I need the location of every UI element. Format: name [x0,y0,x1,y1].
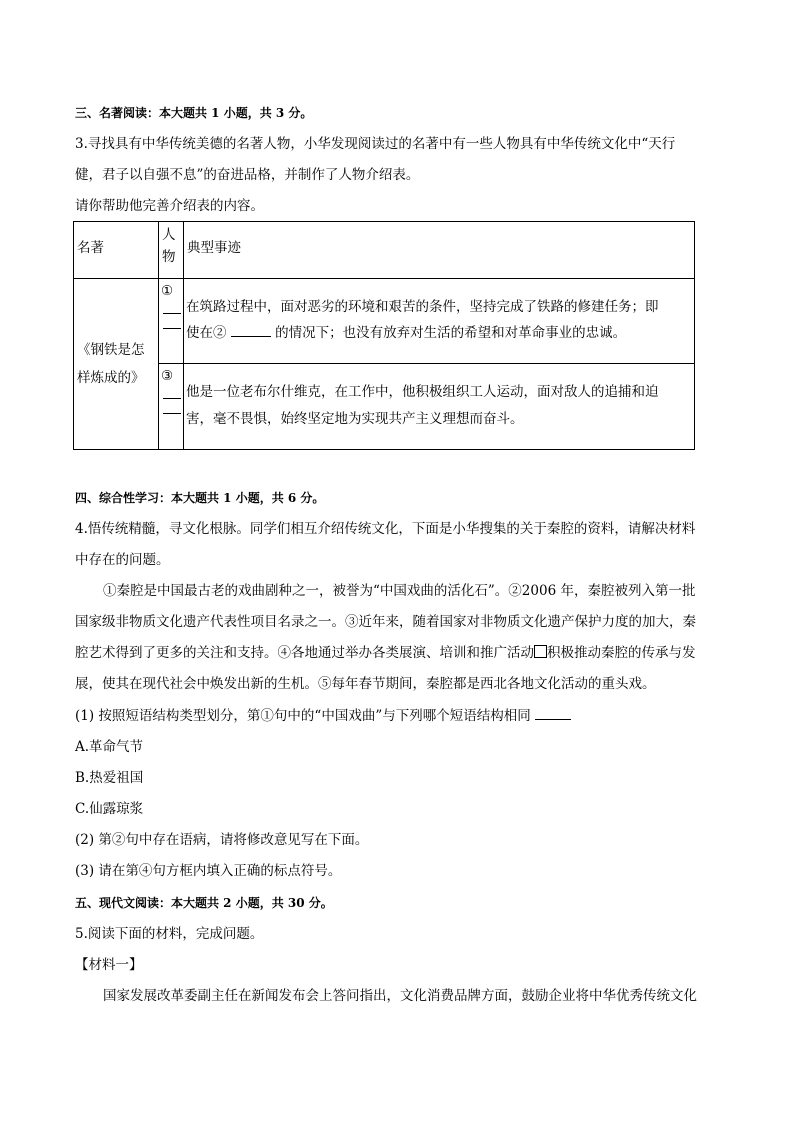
table-header-row [74,222,695,279]
material-label: 【材料一】 [75,957,143,973]
deeds-cell-2 [184,364,694,433]
sub-question-1 [75,707,571,725]
section3-heading: 三、名著阅读：本大题共 1 小题，共 3 分。 [75,106,313,120]
blank-underline [163,399,181,414]
table-row [74,279,695,364]
q5-line: 5.阅读下面的材料，完成问题。 [75,926,264,942]
blank-underline [163,299,181,314]
blank-underline [163,314,181,329]
option-a[interactable]: A.革命气节 [75,739,144,755]
header-character: 人物 [162,227,176,265]
deeds-2-line2: 害，毫不畏惧，始终坚定地为实现共产主义理想而奋斗。 [186,411,524,427]
material-p4: 展，使其在现代社会中焕发出新的生机。⑤每年春节期间，秦腔都是西北各地文化活动的重头戏。 [75,676,656,692]
table-row [74,364,695,450]
q3-line1: 3.寻找具有中华传统美德的名著人物，小华发现阅读过的名著中有一些人物具有中华传统文化中“天行 [75,136,676,152]
section5-heading: 五、现代文阅读：本大题共 2 小题，共 30 分。 [75,896,333,910]
blank-marker-1: ① [161,283,174,299]
sub-question-3: (3) 请在第④句方框内填入正确的标点符号。 [75,863,342,879]
character-blank-1[interactable] [159,279,183,329]
sub-question-2: (2) 第②句中存在语病，请将修改意见写在下面。 [75,832,369,848]
character-intro-table [73,221,695,450]
material-p1: ①秦腔是中国最古老的戏曲剧种之一，被誉为“中国戏曲的活化石”。②2006 年，秦腔被列入第一批 [103,583,696,599]
option-b[interactable]: B.热爱祖国 [75,770,144,786]
material-p3-a: 腔艺术得到了更多的关注和支持。④各地通过举办各类展演、培训和推广活动 [75,645,534,661]
deeds-1-line2-a: 使在② [186,325,227,341]
material1-text: 国家发展改革委副主任在新闻发布会上答问指出，文化消费品牌方面，鼓励企业将中华优秀传统文化 [103,988,697,1004]
character-blank-3[interactable] [159,364,183,414]
answer-blank-sub1[interactable] [535,707,571,720]
blank-marker-3: ③ [161,368,174,384]
deeds-1-line1: 在筑路过程中，面对恶劣的环境和艰苦的条件，坚持完成了铁路的修建任务；即 [186,299,659,315]
material-p3-b: 积极推动秦腔的传承与发 [547,645,696,661]
book-title [74,336,158,392]
q4-line1: 4.悟传统精髓，寻文化根脉。同学们相互介绍传统文化，下面是小华搜集的关于秦腔的资料，请解决材料 [75,521,696,537]
deeds-1-line2 [186,320,694,346]
deeds-2-line1: 他是一位老布尔什维克，在工作中，他积极组织工人运动，面对敌人的追捕和迫 [186,384,659,400]
q3-line2: 健，君子以自强不息”的奋进品格，并制作了人物介绍表。 [75,167,420,183]
header-book: 名著 [77,240,104,256]
deeds-1-line2-b: 的情况下；也没有放弃对生活的希望和对革命事业的忠诚。 [275,325,627,341]
material-p3 [75,644,696,662]
book-title-line2: 样炼成的》 [77,370,145,386]
q3-line3: 请你帮助他完善介绍表的内容。 [75,198,264,214]
deeds-cell-1 [184,279,694,346]
book-title-line1: 《钢铁是怎 [77,342,145,358]
blank-underline [163,384,181,399]
punctuation-box[interactable] [534,645,547,658]
header-deeds: 典型事迹 [187,240,241,256]
material-p2: 国家级非物质文化遗产代表性项目名录之一。③近年来，随着国家对非物质文化遗产保护力度的加大，秦 [75,614,696,630]
answer-blank-2[interactable] [231,324,271,337]
sub-question-1-text: (1) 按照短语结构类型划分，第①句中的“中国戏曲”与下列哪个短语结构相同 [75,708,531,724]
section4-heading: 四、综合性学习：本大题共 1 小题，共 6 分。 [75,491,325,505]
q4-line2: 中存在的问题。 [75,552,170,568]
option-c[interactable]: C.仙露琼浆 [75,801,144,817]
